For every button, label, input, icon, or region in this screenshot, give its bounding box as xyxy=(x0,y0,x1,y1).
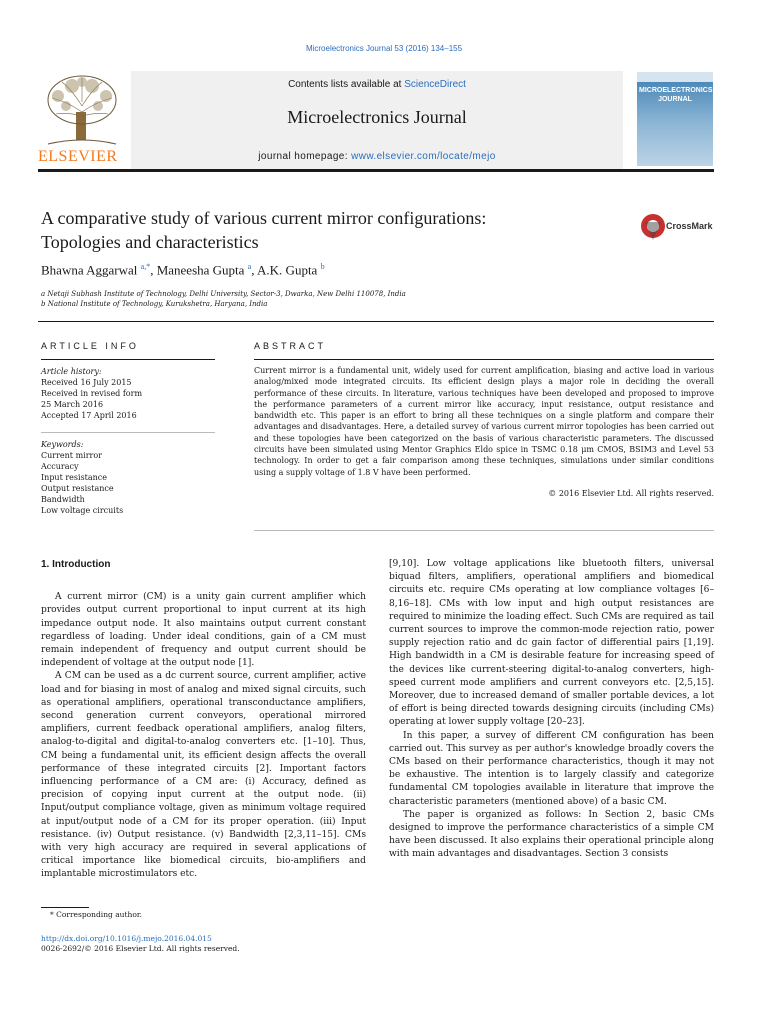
history-label: Article history: xyxy=(41,367,102,376)
abstract-divider xyxy=(254,359,714,360)
abstract-text: Current mirror is a fundamental unit, widely used for current amplification, biasing and active load in various analog/mixed mode integrated circuits. Its efficient design plays a major role in deciding the overall performance of these circuits. In literature, various techniques have been developed and proposed to improve the performance parameters of a current mirror like accuracy, input resistance, output resistance and bandwidth etc. This paper is an effort to bring all these techniques on a single platform and compare their advantages and disadvantages. Here, a detailed survey of various current mirror topologies has been carried out and these topologies have been categorized on the basis of various characteristic parameters. The discussed circuits have been simulated using Mentor Graphics Eldo spice in TSMC 0.18 μm CMOS, BSIM3 and Level 53 technology. In order to get a fair comparison among these techniques, simulations under similar conditions using a supply voltage of 1.8 V have been performed. xyxy=(254,366,714,477)
history-list xyxy=(41,377,142,421)
journal-reference-link[interactable]: Microelectronics Journal 53 (2016) 134–155 xyxy=(305,44,463,53)
author-affiliation-mark[interactable]: b xyxy=(320,262,325,271)
journal-title: Microelectronics Journal xyxy=(287,107,467,127)
contents-line xyxy=(131,79,623,90)
publisher-name: ELSEVIER xyxy=(38,148,118,165)
body-paragraph: [9,10]. Low voltage applications like bluetooth filters, universal biquad filters, amplifiers, operational amplifiers and biomedical circuits etc. require CMs operating at low compliance voltages [6–8,16–18]. CMs with low input and high output resistances are required to minimize the loading effect. Such CMs are required as tail current sources to improve the common-mode rejection ratio, power supply rejection ratio and dc gain factor of differential pairs [1,19]. High bandwidth in a CM is desirable feature for increasing speed of the devices like current-steering digital-to-analog converters, high-speed current mode amplifiers and current conveyors etc. [2,5,15]. Moreover, due to increased demand of smaller portable devices, a lot of effort is being directed towards designing circuits (including CMs) operating at lower supply voltage [20–23]. xyxy=(389,559,714,728)
keyword-item: Input resistance xyxy=(41,473,108,482)
body-paragraph: In this paper, a survey of different CM configuration has been carried out. This survey as per author's knowledge broadly covers the CMs based on their performance characteristics, though it may not be exhaustive. The intention is to largely classify and categorize fundamental CM topologies available in literature that improve the characteristic parameters (mentioned above) of a basic CM. xyxy=(389,730,714,807)
journal-cover-band xyxy=(637,72,713,82)
footnote-divider xyxy=(41,907,89,908)
keyword-item: Bandwidth xyxy=(41,495,85,504)
article-title-line-1: A comparative study of various current mirror configurations: xyxy=(41,208,487,228)
article-title xyxy=(41,206,631,254)
header-divider xyxy=(38,169,714,172)
article-title-line-2: Topologies and characteristics xyxy=(41,232,259,252)
keywords-divider xyxy=(41,432,215,433)
history-item: Received in revised form xyxy=(41,389,143,398)
homepage-link[interactable]: www.elsevier.com/locate/mejo xyxy=(351,151,496,162)
affiliation-b: b National Institute of Technology, Kurukshetra, Haryana, India xyxy=(41,300,268,308)
issn-copyright: 0026-2692/© 2016 Elsevier Ltd. All rights reserved. xyxy=(41,944,240,953)
keyword-item: Accuracy xyxy=(41,462,79,471)
abstract-bottom-divider xyxy=(254,530,714,531)
abstract-heading: ABSTRACT xyxy=(254,341,327,351)
keywords-list xyxy=(41,450,123,516)
abstract-copyright: © 2016 Elsevier Ltd. All rights reserved. xyxy=(548,489,714,498)
keyword-item: Output resistance xyxy=(41,484,114,493)
crossmark-label[interactable]: CrossMark xyxy=(666,221,713,231)
author-list: Bhawna Aggarwal $^{a,*}$, Maneesha Gupta $^a$, A.K. Gupta $^b$ xyxy=(41,262,325,278)
keywords-label: Keywords: xyxy=(41,440,84,449)
homepage-line xyxy=(131,151,623,162)
keyword-item: Current mirror xyxy=(41,451,102,460)
history-item: 25 March 2016 xyxy=(41,400,104,409)
author-name[interactable]: Bhawna Aggarwal xyxy=(41,262,138,278)
body-column-left xyxy=(41,558,366,882)
doi-link[interactable]: http://dx.doi.org/10.1016/j.mejo.2016.04.015 xyxy=(41,934,212,943)
contents-prefix: Contents lists available at xyxy=(288,79,405,90)
corresponding-author-footnote: * Corresponding author. xyxy=(50,910,143,919)
section-heading-introduction: 1. Introduction xyxy=(41,559,111,570)
author-affiliation-mark[interactable]: a,* xyxy=(140,262,151,271)
author-name[interactable]: A.K. Gupta xyxy=(257,262,318,278)
article-info-divider xyxy=(41,359,215,360)
affiliation-a: a Netaji Subhash Institute of Technology, Delhi University, Sector-3, Dwarka, New Delhi 110078, India xyxy=(41,290,406,298)
author-name[interactable]: Maneesha Gupta xyxy=(156,262,245,278)
keyword-item: Low voltage circuits xyxy=(41,506,124,515)
body-paragraph: A current mirror (CM) is a unity gain current amplifier which provides output current proportional to input current at its high impedance output node. It also maintains output current constant regardless of loading. Under ideal conditions, gain of a CM must remain independent of frequency and output current should be independent of voltage at the output node [1]. xyxy=(41,592,366,669)
author-affiliation-mark[interactable]: a xyxy=(247,262,252,271)
title-divider xyxy=(38,321,714,322)
body-paragraph: A CM can be used as a dc current source, current amplifier, active load and for biasing in most of analog and mixed signal circuits, such as operational amplifiers, operational transconductance amplifiers, second generation current conveyors, operational mirrored amplifiers, current feedback operational amplifiers, analog filters, analog-to-digital and digital-to-analog converters etc. [1–10]. Thus, CM being a fundamental unit, its efficient design affects the overall performance of these integrated circuits [2]. Important factors influencing performance of a CM are: (i) Accuracy, defined as precision of copying input current at the output node. (ii) Input/output compliance voltage, given as minimum voltage required at input/output node of a CM for its proper operation. (iii) Input resistance. (iv) Output resistance. (v) Bandwidth [2,3,11–15]. CMs with very high accuracy are required in several applications of critical importance like biomedical circuits, bio-amplifiers and implantable microstimulators etc. xyxy=(41,671,366,880)
history-item: Accepted 17 April 2016 xyxy=(41,411,137,420)
homepage-prefix: journal homepage: xyxy=(258,151,352,162)
body-paragraph: The paper is organized as follows: In Section 2, basic CMs designed to improve the performance characteristics of a simple CM have been discussed. It also explains their operational principle along with main advantages and disadvantages. Section 3 consists xyxy=(389,809,714,860)
journal-cover-title: MICROELECTRONICS JOURNAL xyxy=(639,87,713,103)
sciencedirect-link[interactable]: ScienceDirect xyxy=(404,79,466,90)
article-info-heading: ARTICLE INFO xyxy=(41,341,139,351)
history-item: Received 16 July 2015 xyxy=(41,378,132,387)
body-column-right xyxy=(389,558,714,862)
